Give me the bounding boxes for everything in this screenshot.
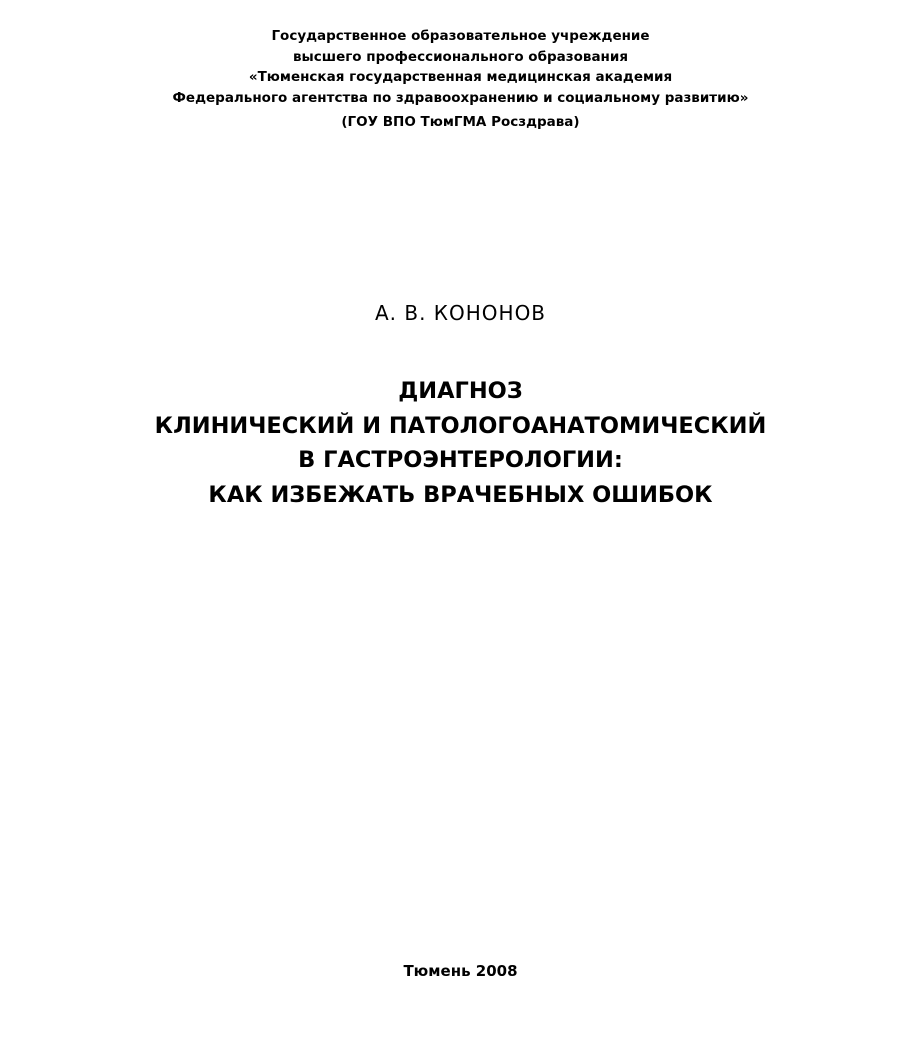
- title-line: КАК ИЗБЕЖАТЬ ВРАЧЕБНЫХ ОШИБОК: [208, 481, 713, 508]
- title-line: ДИАГНОЗ: [398, 378, 523, 404]
- imprint-city-year: Тюмень 2008: [403, 962, 518, 980]
- author-name: А. В. КОНОНОВ: [374, 301, 547, 325]
- book-title: [0, 374, 921, 512]
- title-line: В ГАСТРОЭНТЕРОЛОГИИ:: [298, 447, 623, 473]
- institution-header: [0, 26, 921, 133]
- institution-line: Федерального агентства по здравоохранению и социальному развитию»: [172, 89, 749, 106]
- institution-line: Государственное образовательное учреждение: [271, 28, 650, 44]
- title-line: КЛИНИЧЕСКИЙ И ПАТОЛОГОАНАТОМИЧЕСКИЙ: [154, 412, 767, 439]
- institution-line: высшего профессионального образования: [292, 48, 629, 65]
- institution-line: «Тюменская государственная медицинская академия: [248, 69, 673, 85]
- institution-abbreviation: (ГОУ ВПО ТюмГМА Росздрава): [341, 114, 580, 130]
